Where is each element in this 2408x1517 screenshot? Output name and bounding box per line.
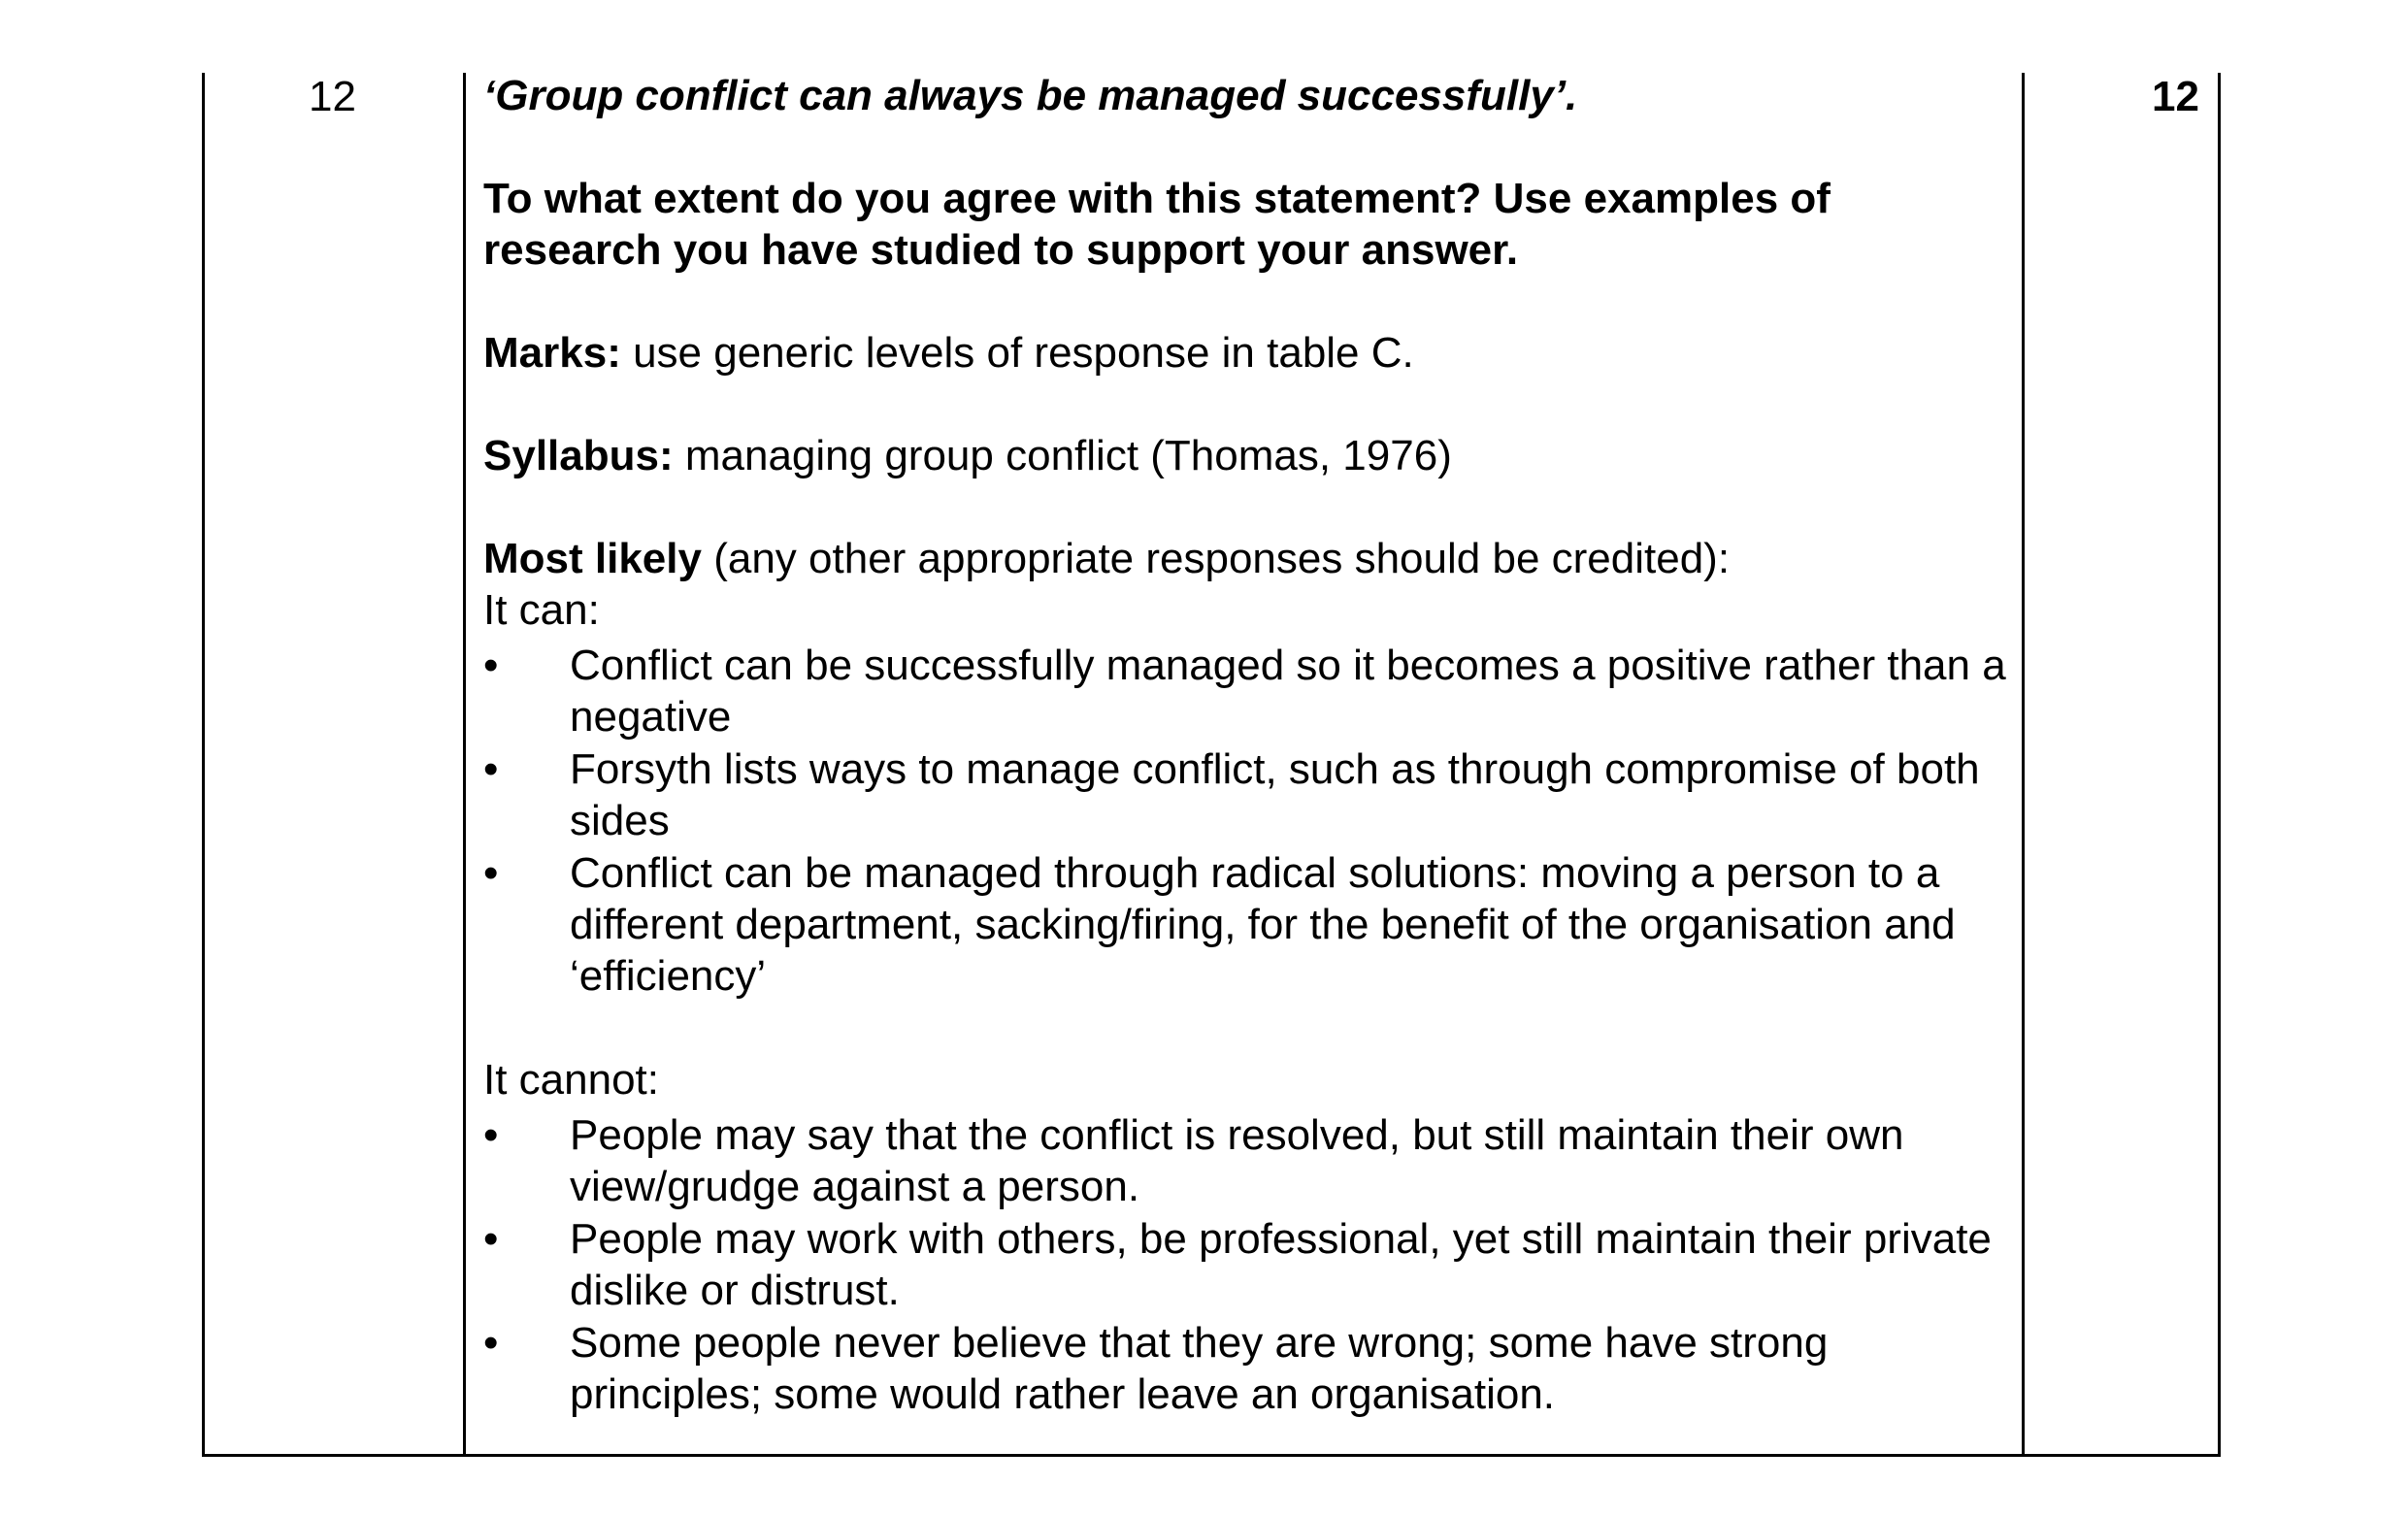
- cannot-points-list: [483, 1109, 2007, 1420]
- question-statement: ‘Group conflict can always be managed successfully’.: [483, 72, 1578, 119]
- question-number: 12: [309, 73, 356, 120]
- list-item: • People may say that the conflict is resolved, but still maintain their own view/grudge against a person.: [483, 1109, 2007, 1212]
- syllabus-text: managing group conflict (Thomas, 1976): [684, 432, 1452, 479]
- most-likely-line: [483, 533, 2007, 584]
- marks-line: [483, 327, 2007, 379]
- cannot-heading: It cannot:: [483, 1056, 660, 1104]
- marks-label: Marks:: [483, 329, 621, 377]
- list-item: • Forsyth lists ways to manage conflict, such as through compromise of both sides: [483, 743, 2007, 846]
- list-item: • Conflict can be managed through radical solutions: moving a person to a different department, sacking/firing, for the benefit of the organisation and ‘efficiency’: [483, 847, 2007, 1002]
- question-total-marks: 12: [2152, 73, 2199, 120]
- most-likely-label: Most likely: [483, 535, 702, 582]
- syllabus-label: Syllabus:: [483, 432, 674, 479]
- list-item: • People may work with others, be professional, yet still maintain their private dislike or distrust.: [483, 1213, 2007, 1316]
- syllabus-line: [483, 430, 2007, 481]
- can-heading: It can:: [483, 586, 600, 634]
- most-likely-text: (any other appropriate responses should be credited):: [713, 535, 1731, 582]
- list-item: • Some people never believe that they are wrong; some have strong principles; some would rather leave an organisation.: [483, 1317, 2007, 1420]
- list-item: • Conflict can be successfully managed so it becomes a positive rather than a negative: [483, 640, 2007, 742]
- can-points-list: [483, 640, 2007, 1002]
- marks-text: use generic levels of response in table C.: [633, 329, 1414, 377]
- column-divider-question: [463, 73, 466, 1454]
- question-prompt: To what extent do you agree with this statement? Use examples of research you have studied to support your answer.: [483, 175, 1831, 274]
- column-divider-marks: [2022, 73, 2025, 1454]
- answer-guidance: [483, 70, 2007, 1421]
